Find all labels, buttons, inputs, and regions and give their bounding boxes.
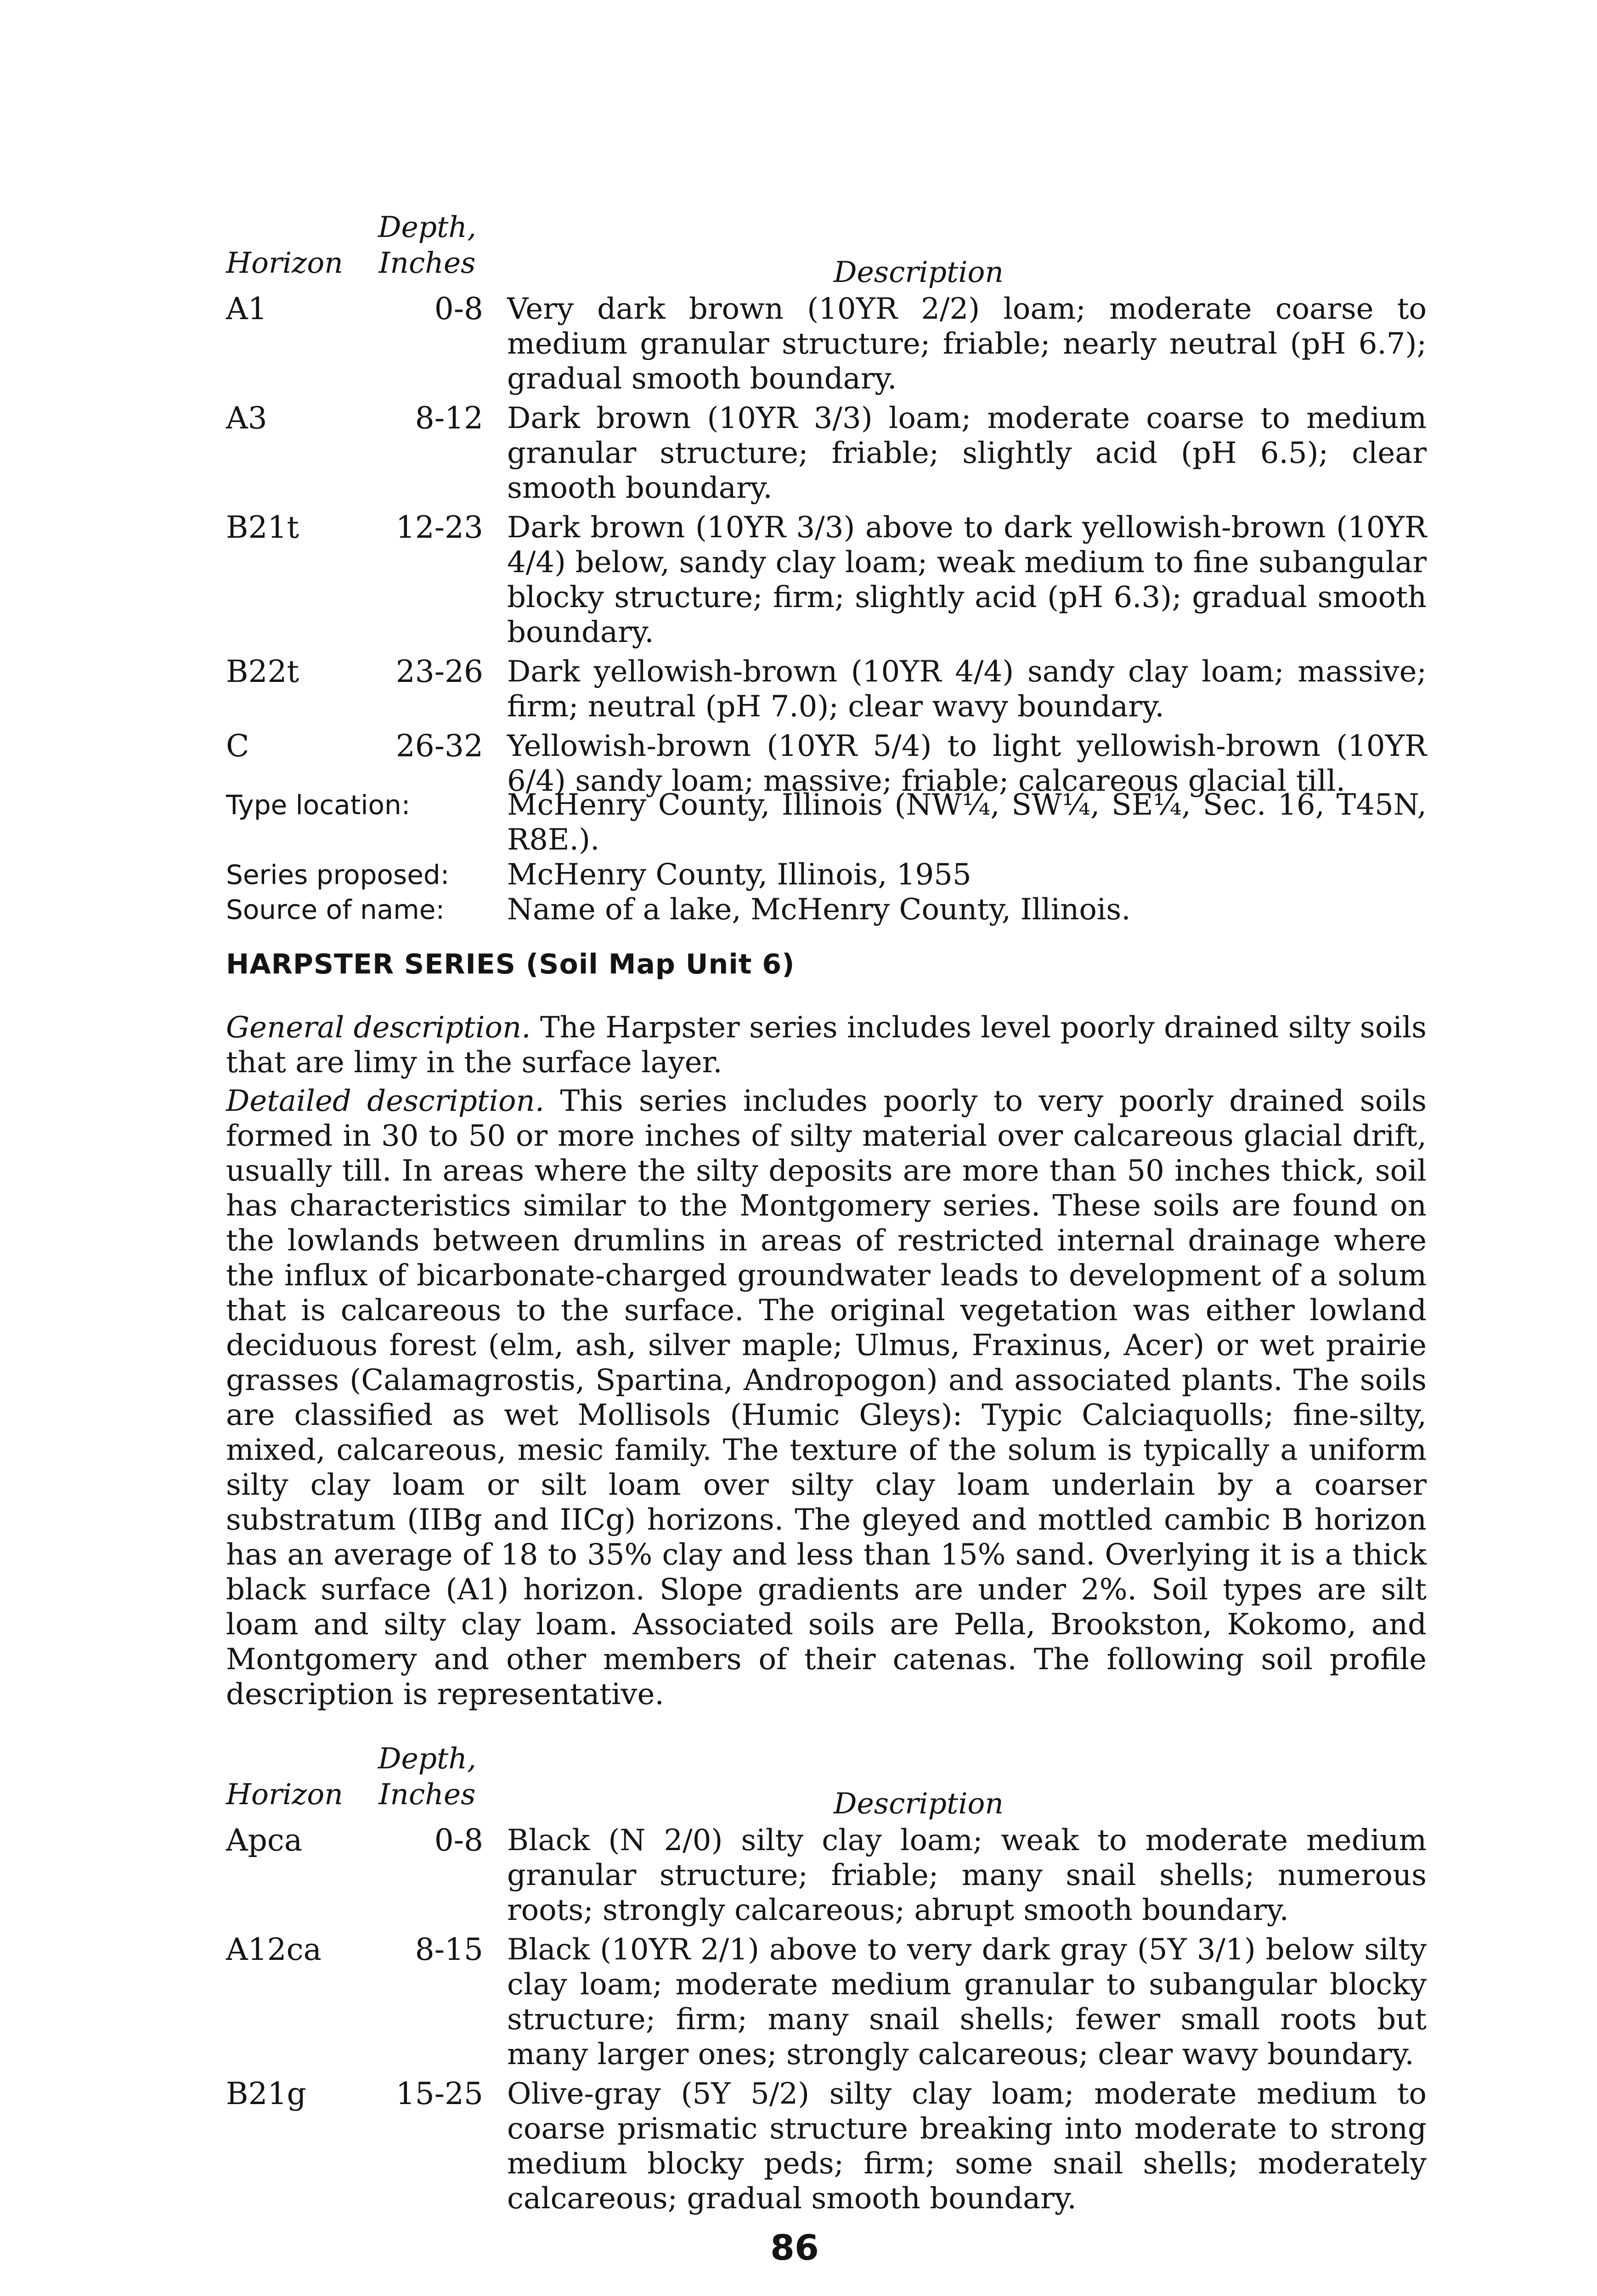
meta-label: Series proposed: bbox=[226, 859, 450, 890]
horizon-cell: B22t bbox=[226, 654, 299, 689]
profile-table-1 bbox=[226, 209, 1429, 803]
description-cell: Dark brown (10YR 3/3) above to dark yellowish-brown (10YR 4/4) below, sandy clay loam; weak medium to fine subangular blocky structure; firm; slightly acid (pH 6.3); gradual smooth boundary. bbox=[507, 511, 1427, 649]
table-row: A12ca 8-15 Black (10YR 2/1) above to very dark gray (5Y 3/1) below silty clay loam; moderate medium granular to subangular blocky structure; firm; many snail shells; fewer small roots but many larger ones; strongly calcareous; clear wavy boundary. bbox=[226, 1932, 1427, 2071]
table-row: B21g 15-25 Olive-gray (5Y 5/2) silty clay loam; moderate medium to coarse prismatic structure breaking into moderate to strong medium blocky peds; firm; some snail shells; moderately calcareous; gradual smooth boundary. bbox=[226, 2076, 1427, 2216]
series-meta bbox=[226, 788, 1429, 927]
meta-row bbox=[226, 788, 1429, 857]
section-heading: HARPSTER SERIES (Soil Map Unit 6) bbox=[226, 948, 795, 980]
description-cell: Dark brown (10YR 3/3) loam; moderate coarse to medium granular structure; friable; slightly acid (pH 6.5); clear smooth boundary. bbox=[507, 401, 1427, 505]
table-row: B22t 23-26 Dark yellowish-brown (10YR 4/4) sandy clay loam; massive; firm; neutral (pH 7.0); clear wavy boundary. bbox=[226, 654, 1427, 724]
detailed-description-text: This series includes poorly to very poorly drained soils formed in 30 to 50 or more inches of silty material over calcareous glacial drift, usually till. In areas where the silty deposits are more than 50 inches thick, soil has characteristics similar to the Montgomery series. These soils are found on the lowlands between drumlins in areas of restricted internal drainage where the influx of bicarbonate-charged groundwater leads to development of a solum that is calcareous to the surface. The original vegetation was either lowland deciduous forest (elm, ash, silver maple; Ulmus, Fraxinus, Acer) or wet prairie grasses (Calamagrostis, Spartina, Andropogon) and associated plants. The soils are classified as wet Mollisols (Humic Gleys): Typic Calciaquolls; fine-silty, mixed, calcareous, mesic family. The texture of the solum is typically a uniform silty clay loam or silt loam over silty clay loam underlain by a coarser substratum (IIBg and IICg) horizons. The gleyed and mottled cambic B horizon has an average of 18 to 35% clay and less than 15% sand. Overlying it is a thick black surface (A1) horizon. Slope gradients are under 2%. Soil types are silt loam and silty clay loam. Associated soils are Pella, Brookston, Kokomo, and Montgomery and other members of their catenas. The following soil profile description is representative. bbox=[226, 1084, 1427, 1711]
meta-label: Type location: bbox=[226, 789, 411, 821]
table-header bbox=[226, 1740, 1429, 1823]
horizon-cell: A1 bbox=[226, 291, 267, 326]
general-description-text: The Harpster series includes level poorly drained silty soils that are limy in the surface layer. bbox=[226, 1011, 1427, 1080]
meta-row bbox=[226, 857, 1429, 892]
description-cell: Black (10YR 2/1) above to very dark gray (5Y 3/1) below silty clay loam; moderate medium granular to subangular blocky structure; firm; many snail shells; fewer small roots but many larger ones; strongly calcareous; clear wavy boundary. bbox=[507, 1933, 1427, 2071]
meta-value: McHenry County, Illinois, 1955 bbox=[507, 858, 971, 892]
description-cell: Black (N 2/0) silty clay loam; weak to moderate medium granular structure; friable; many snail shells; numerous roots; strongly calcareous; abrupt smooth boundary. bbox=[507, 1823, 1427, 1927]
header-depth: Depth, bbox=[378, 1742, 477, 1775]
table-row: Apca 0-8 Black (N 2/0) silty clay loam; weak to moderate medium granular structure; friable; many snail shells; numerous roots; strongly calcareous; abrupt smooth boundary. bbox=[226, 1823, 1427, 1927]
horizon-cell: A12ca bbox=[226, 1932, 322, 1967]
horizon-cell: B21t bbox=[226, 510, 299, 545]
horizon-cell: A3 bbox=[226, 400, 267, 436]
description-cell: Dark yellowish-brown (10YR 4/4) sandy clay loam; massive; firm; neutral (pH 7.0); clear wavy boundary. bbox=[507, 655, 1427, 724]
header-description: Description bbox=[834, 255, 1004, 289]
table-row: C 26-32 Yellowish-brown (10YR 5/4) to light yellowish-brown (10YR 6/4) sandy loam; massive; friable; calcareous glacial till. bbox=[226, 728, 1427, 798]
general-description bbox=[226, 1010, 1427, 1080]
meta-label: Source of name: bbox=[226, 894, 445, 925]
page-number: 86 bbox=[770, 2227, 819, 2268]
header-inches: Inches bbox=[378, 246, 476, 280]
detailed-description-lead: Detailed description. bbox=[226, 1084, 545, 1118]
table-row: A1 0-8 Very dark brown (10YR 2/2) loam; moderate coarse to medium granular structure; friable; nearly neutral (pH 6.7); gradual smooth boundary. bbox=[226, 291, 1427, 396]
horizon-cell: B21g bbox=[226, 2076, 306, 2111]
meta-value: McHenry County, Illinois (NW¼, SW¼, SE¼, Sec. 16, T45N, R8E.). bbox=[507, 788, 1427, 857]
table-row: A3 8-12 Dark brown (10YR 3/3) loam; moderate coarse to medium granular structure; friable; slightly acid (pH 6.5); clear smooth boundary. bbox=[226, 400, 1427, 505]
header-description: Description bbox=[834, 1787, 1004, 1820]
header-horizon: Horizon bbox=[226, 1778, 343, 1811]
meta-row bbox=[226, 892, 1429, 927]
table-row: B21t 12-23 Dark brown (10YR 3/3) above to dark yellowish-brown (10YR 4/4) below, sandy clay loam; weak medium to fine subangular blocky structure; firm; slightly acid (pH 6.3); gradual smooth boundary. bbox=[226, 510, 1427, 649]
profile-table-2 bbox=[226, 1740, 1429, 2221]
table-header bbox=[226, 209, 1429, 292]
description-cell: Olive-gray (5Y 5/2) silty clay loam; moderate medium to coarse prismatic structure breaking into moderate to strong medium blocky peds; firm; some snail shells; moderately calcareous; gradual smooth boundary. bbox=[507, 2077, 1427, 2216]
description-cell: Very dark brown (10YR 2/2) loam; moderate coarse to medium granular structure; friable; nearly neutral (pH 6.7); gradual smooth boundary. bbox=[507, 292, 1427, 396]
header-inches: Inches bbox=[378, 1778, 476, 1811]
horizon-cell: Apca bbox=[226, 1823, 303, 1858]
general-description-lead: General description. bbox=[226, 1011, 531, 1045]
header-horizon: Horizon bbox=[226, 246, 343, 280]
meta-value: Name of a lake, McHenry County, Illinois. bbox=[507, 893, 1131, 927]
description-cell: Yellowish-brown (10YR 5/4) to light yellowish-brown (10YR 6/4) sandy loam; massive; friable; calcareous glacial till. bbox=[507, 729, 1427, 798]
horizon-cell: C bbox=[226, 728, 249, 764]
detailed-description bbox=[226, 1084, 1427, 1712]
header-depth: Depth, bbox=[378, 210, 477, 244]
